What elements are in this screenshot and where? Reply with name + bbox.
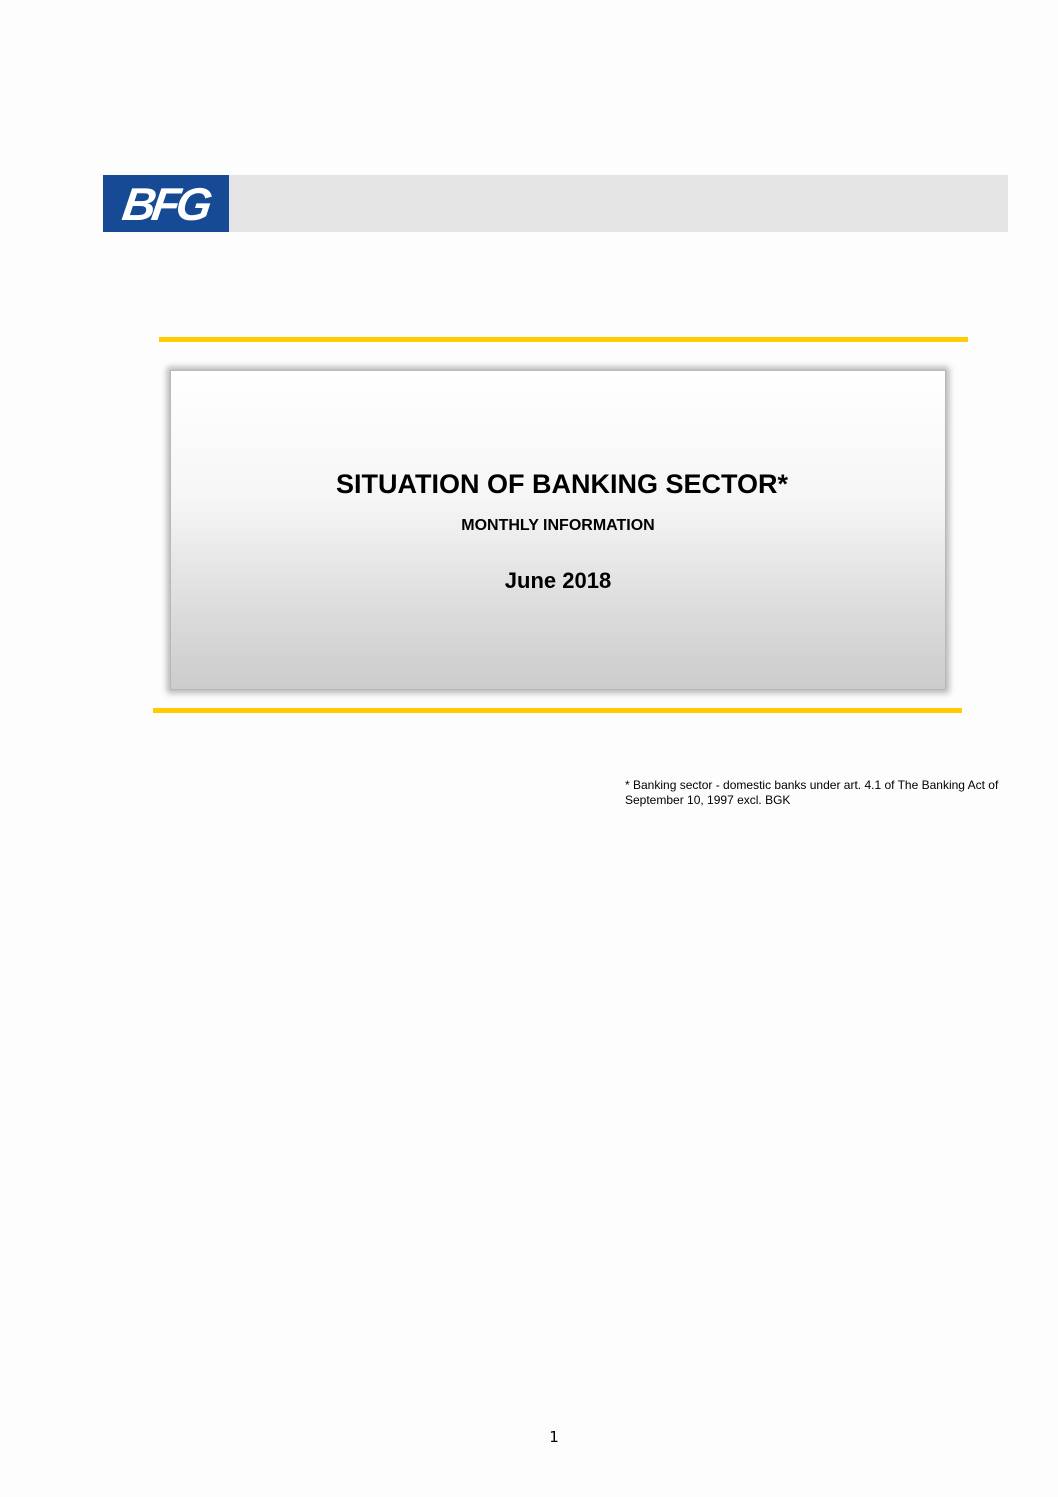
cover-title-box [170, 370, 946, 690]
footnote: * Banking sector - domestic banks under art. 4.1 of The Banking Act of September 10, 1997 excl. BGK [625, 778, 999, 807]
bfg-logo [103, 175, 229, 232]
bottom-accent-line [153, 708, 962, 713]
cover-subtitle: MONTHLY INFORMATION [461, 517, 655, 534]
cover-date: June 2018 [504, 568, 612, 593]
top-accent-line [159, 337, 968, 342]
cover-title: SITUATION OF BANKING SECTOR* [335, 469, 788, 499]
page-number: 1 [549, 1428, 559, 1446]
logo-text: BFG [119, 177, 213, 230]
header-bar [103, 175, 1008, 232]
